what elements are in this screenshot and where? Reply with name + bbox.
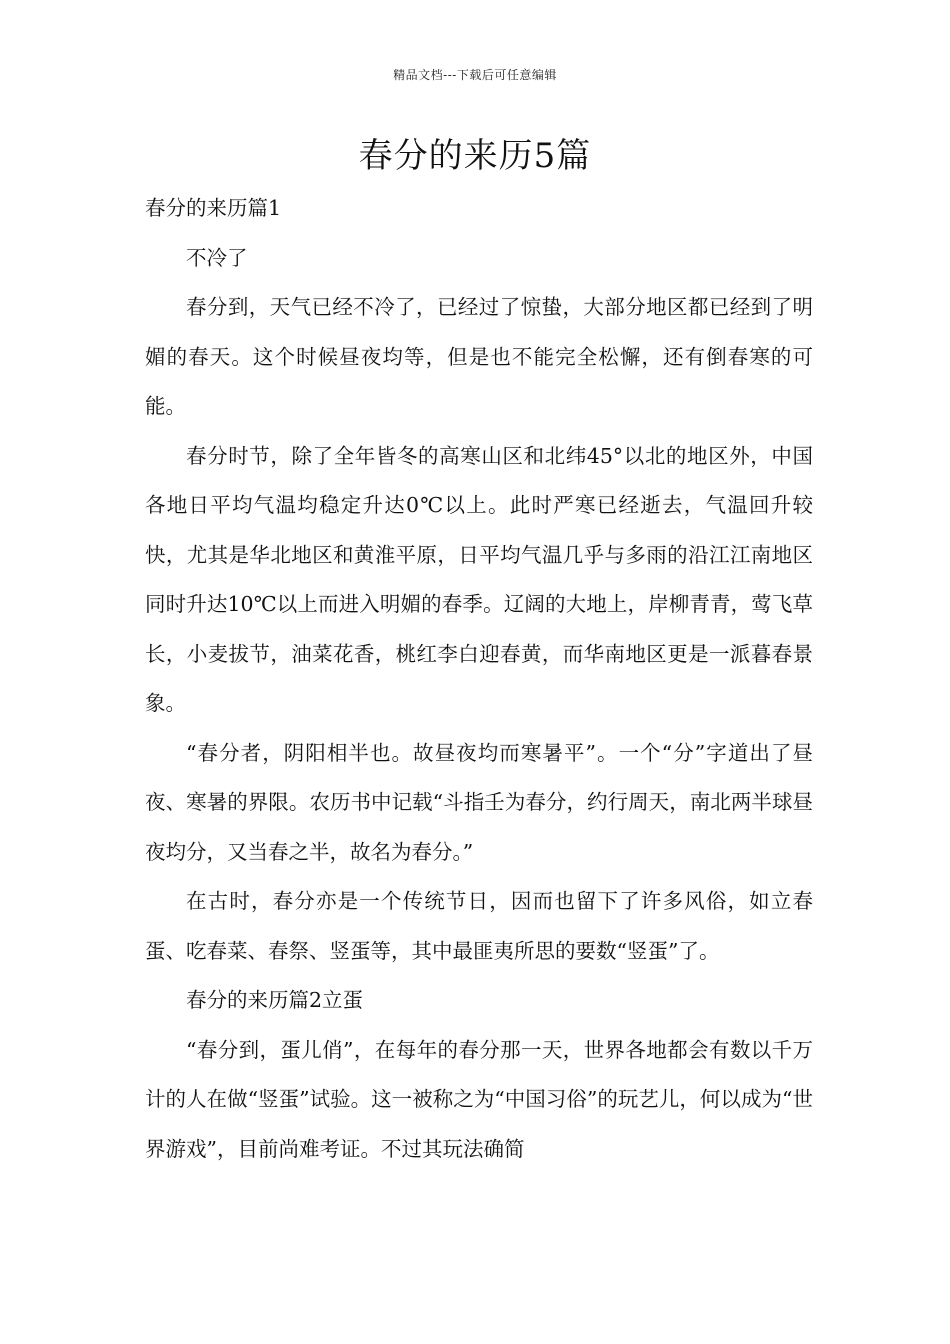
document-title: 春分的来历5篇 — [358, 136, 592, 176]
section-heading: 春分的来历篇1 — [145, 196, 282, 220]
paragraph: 在古时，春分亦是一个传统节日，因而也留下了许多风俗，如立春蛋、吃春菜、春祭、竖蛋等，其中最匪夷所思的要数“竖蛋”了。 — [145, 889, 813, 963]
document-body — [145, 184, 813, 1174]
header-note: 精品文档---下载后可任意编辑 — [393, 68, 557, 82]
paragraph: “春分者，阴阳相半也。故昼夜均而寒暑平”。一个“分”字道出了昼夜、寒暑的界限。农历书中记载“斗指壬为春分，约行周天，南北两半球昼夜均分，又当春之半，故名为春分。” — [145, 740, 813, 864]
paragraph: 不冷了 — [186, 245, 248, 270]
paragraph: “春分到，蛋儿俏”，在每年的春分那一天，世界各地都会有数以千万计的人在做“竖蛋”试验。这一被称之为“中国习俗”的玩艺儿，何以成为“世界游戏”，目前尚难考证。不过其玩法确简 — [145, 1037, 813, 1161]
paragraph: 春分时节，除了全年皆冬的高寒山区和北纬45°以北的地区外，中国各地日平均气温均稳定升达0℃以上。此时严寒已经逝去，气温回升较快，尤其是华北地区和黄淮平原，日平均气温几乎与多雨的沿江江南地区同时升达10℃以上而进入明媚的春季。辽阔的大地上，岸柳青青，莺飞草长，小麦拔节，油菜花香，桃红李白迎春黄，而华南地区更是一派暮春景象。 — [145, 443, 813, 715]
paragraph: 春分到，天气已经不冷了，已经过了惊蛰，大部分地区都已经到了明媚的春天。这个时候昼夜均等，但是也不能完全松懈，还有倒春寒的可能。 — [145, 295, 813, 418]
section-heading: 春分的来历篇2立蛋 — [186, 988, 364, 1012]
